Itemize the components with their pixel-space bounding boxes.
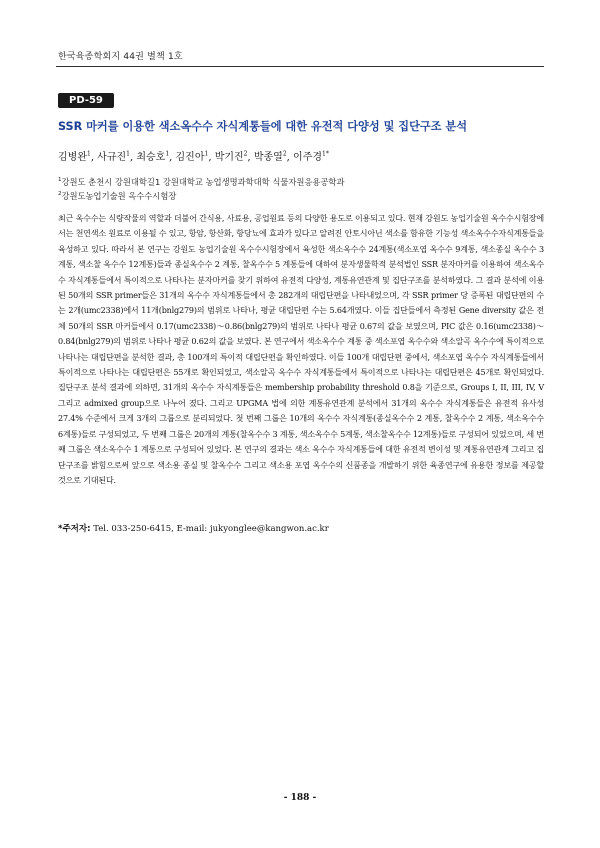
author-list: 김병완$^1$, 사규진$^1$, 최승호$^1$, 김진아$^1$, 박기진$^2$, 박종열$^2$, 이주경$^{1*}$: [58, 150, 329, 163]
contact-label: *주저자:: [58, 524, 91, 534]
affiliation-1: [58, 176, 544, 188]
author-affiliation-mark: 1*: [322, 150, 329, 158]
author-name: 김진아: [175, 152, 205, 163]
corresponding-author-contact: [58, 522, 544, 534]
journal-header: 한국육종학회지 44권 별책 1호: [58, 52, 183, 62]
author-name: 사규진: [97, 152, 127, 163]
author-affiliation-mark: 1: [165, 150, 170, 158]
author-affiliation-mark: 1: [204, 150, 209, 158]
header-divider: [56, 66, 544, 67]
affiliation-text: 강원도 춘천시 강원대학길1 강원대학교 농업생명과학대학 식물자원응용공학과: [61, 177, 345, 187]
poster-id-badge: PD-59: [58, 93, 114, 108]
author-affiliation-mark: 2: [243, 150, 248, 158]
affiliation-mark: 1: [58, 177, 62, 184]
contact-details: Tel. 033-250-6415, E-mail: jukyonglee@kangwon.ac.kr: [93, 524, 329, 534]
page-number: - 188 -: [283, 793, 317, 803]
author-name: 이주경: [293, 152, 323, 163]
author-affiliation-mark: 1: [86, 150, 91, 158]
author-name: 박종열: [253, 152, 283, 163]
author-affiliation-mark: 2: [282, 150, 287, 158]
affiliation-mark: 2: [58, 191, 62, 198]
abstract-body: 최근 옥수수는 식량작물의 역할과 더불어 간식용, 사료용, 공업원료 등의 다양한 용도로 이용되고 있다. 현재 강원도 농업기술원 옥수수시험장에서는 천연색소 원료로 이용될 수 있고, 항암, 항산화, 항당뇨에 효과가 있다고 알려진 안토시아닌 색소를 함유한 기능성 색소옥수수자식계통들을 육성하고 있다. 따라서 본 연구는 강원도 농업기술원 옥수수시험장에서 육성한 색소옥수수 24계통(색소포엽 옥수수 9계통, 색소종실 옥수수 3계통, 색소찰 옥수수 12계통)들과 종실옥수수 2 계통, 찰옥수수 5 계통들에 대하여 분자생물학적 분석법인 SSR 분자마커를 이용하여 색소옥수수 자식계통들에서 특이적으로 나타나는 분자마커를 찾기 위하여 유전적 다양성, 계통유연관계 및 집단구조를 분석하였다. 그 결과 분석에 이용된 50개의 SSR primer들은 31개의 옥수수 자식계통들에서 총 282개의 대립단편을 나타내었으며, 각 SSR primer 당 증폭된 대립단편의 수는 2개(umc2338)에서 11개(bnlg279)의 범위로 나타나, 평균 대립단편 수는 5.64개였다. 이들 집단들에서 측정된 Gene diversity 값은 전체 50개의 SSR 마커들에서 0.17(umc2338)～0.86(bnlg279)의 범위로 나타나 평균 0.67의 값을 보였으며, PIC 값은 0.16(umc2338)～0.84(bnlg279)의 범위로 나타나 평균 0.62의 값을 보였다. 본 연구에서 색소옥수수 계통 중 색소포엽 옥수수와 색소알곡 옥수수에 특이적으로 나타나는 대립단편을 분석한 결과, 총 100개의 특이적 대립단편을 확인하였다. 이들 100개 대립단편 중에서, 색소포엽 옥수수 자식계통들에서 특이적으로 나타나는 대립단편은 55개로 확인되었고, 색소알곡 옥수수 자식계통들에서 특이적으로 나타나는 대립단편은 45개로 확인되었다. 집단구조 분석 결과에 의하면, 31개의 옥수수 자식계통들은 membership probability threshold 0.8을 기준으로, Groups I, II, III, IV, V 그리고 admixed group으로 나누어 졌다. 그리고 UPGMA 법에 의한 계통유연관계 분석에서 31개의 옥수수 자식계통들은 유전적 유사성 27.4% 수준에서 크게 3개의 그룹으로 분리되었다. 첫 번째 그룹은 10개의 옥수수 자식계통(종실옥수수 2 계통, 찰옥수수 2 계통, 색소옥수수 6계통)들로 구성되었고, 두 번째 그룹은 20개의 계통(찰옥수수 3 계통, 색소옥수수 5계통, 색소찰옥수수 12계통)들로 구성되어 있었으며, 세 번째 그룹은 색소옥수수 1 계통으로 구성되어 있었다. 본 연구의 결과는 색소 옥수수 자식계통들에 대한 유전적 변이성 및 계통유연관계 그리고 집단구조를 밝힘으로써 앞으로 색소용 종실 및 찰옥수수 그리고 색소용 포엽 옥수수의 신품종을 개발하기 위한 육종연구에 유용한 정보를 제공할 것으로 기대된다.: [58, 214, 544, 485]
affiliation-2: [58, 190, 544, 202]
author-name: 박기진: [214, 152, 244, 163]
affiliation-text: 강원도농업기술원 옥수수시험장: [61, 191, 177, 201]
paper-title: SSR 마커를 이용한 색소옥수수 자식계통들에 대한 유전적 다양성 및 집단구조 분석: [58, 120, 468, 133]
author-name: 김병완: [58, 152, 87, 163]
author-affiliation-mark: 1: [126, 150, 130, 158]
author-name: 최승호: [136, 152, 166, 163]
